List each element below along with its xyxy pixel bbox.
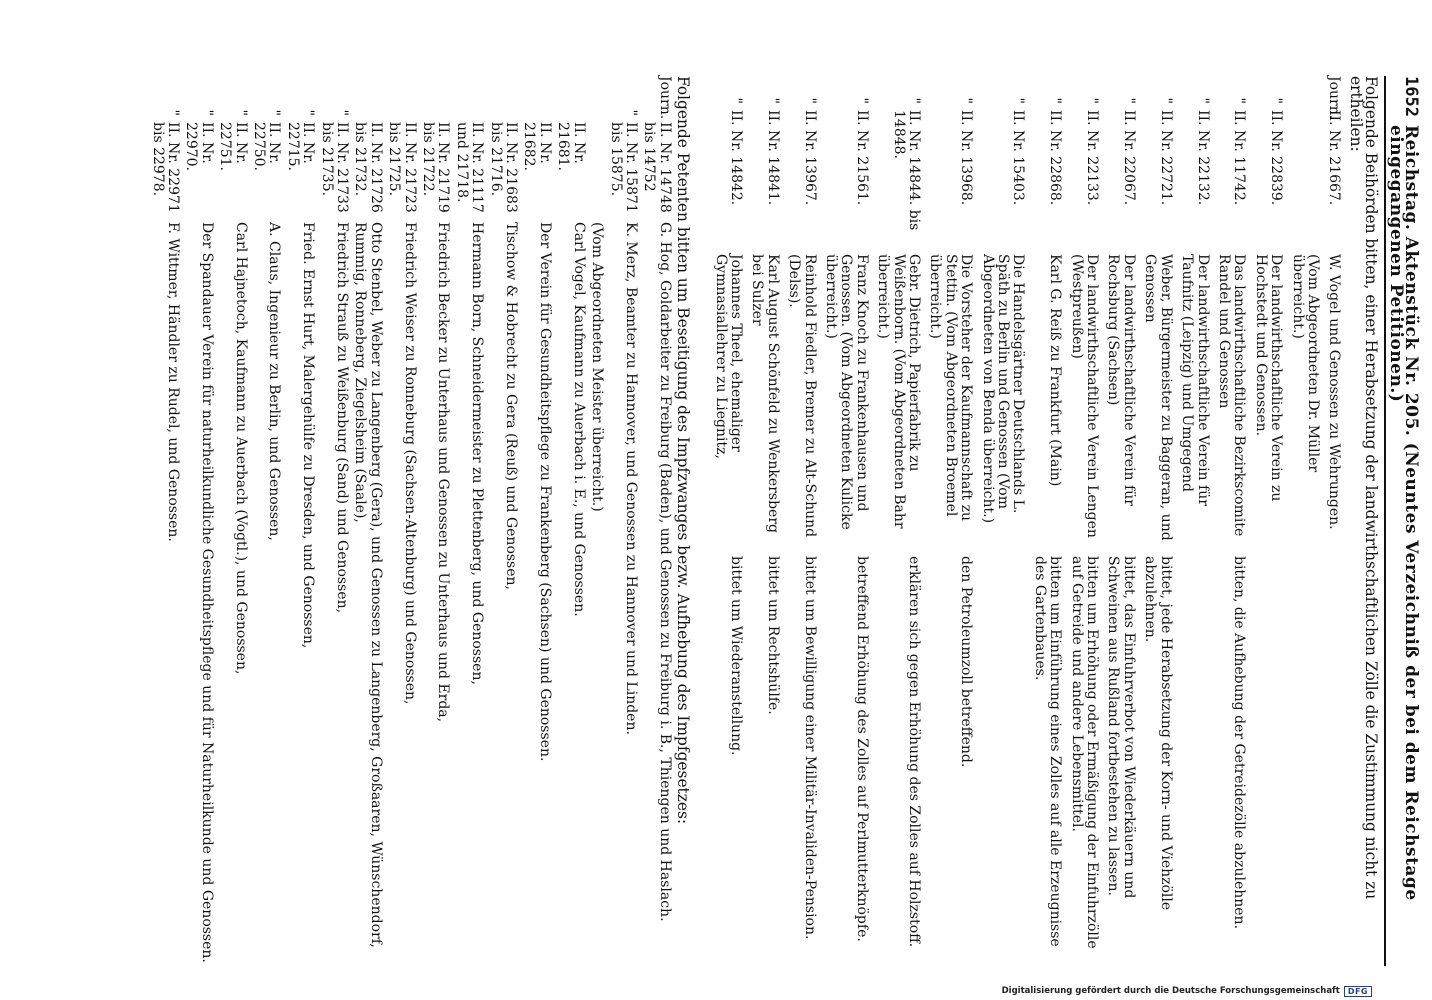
petition-journal-prefix: " bbox=[727, 97, 744, 104]
vaccination-petition-row bbox=[453, 76, 484, 966]
petition-request: erklären sich gegen Erhöhung des Zolles auf Holzstoff. bbox=[906, 556, 923, 948]
petition-journal-prefix: " bbox=[266, 109, 283, 116]
petition-number: II. Nr. 21719 bis 21722. bbox=[420, 122, 452, 213]
petition-journal-prefix bbox=[352, 76, 383, 116]
digitization-footer bbox=[0, 982, 1432, 1000]
petition-request bbox=[979, 556, 1025, 966]
petitioner-name: Der landwirthschaftliche Verein für Taufnitz (Leipzig) und Umgegend bbox=[1179, 254, 1211, 506]
petitioner-name: Das landwirthschaftliche Bezirkscomite Randel und Genossen bbox=[1215, 254, 1248, 537]
petition-number: II. Nr. 22839. bbox=[1268, 110, 1285, 206]
petition-request bbox=[1289, 556, 1320, 966]
petition-number: II. Nr. 22750. bbox=[251, 122, 283, 171]
petitioner-name: Karl G. Reiß zu Frankfurt (Main) bbox=[1047, 254, 1064, 487]
petition-number: II. Nr. 15871 bis 15875. bbox=[607, 122, 639, 213]
petition-journal-prefix bbox=[1289, 76, 1320, 104]
petitioner-name: Der landwirthschaftliche Verein für Rochsburg (Sachsen) bbox=[1105, 254, 1137, 506]
petition-number: II. Nr. 13967. bbox=[801, 110, 818, 206]
petition-request: bittet um Rechtshülfe. bbox=[764, 556, 781, 715]
dfg-logo-icon: DFG bbox=[1344, 986, 1372, 997]
petition-journal-prefix: " bbox=[300, 109, 317, 116]
petition-row bbox=[786, 76, 817, 966]
petition-text: A. Claus, Ingenieur zu Berlin, und Genossen, bbox=[266, 222, 283, 541]
petition-journal-prefix: " bbox=[1120, 97, 1137, 104]
petition-text: Carl Hajnetoch, Kaufmann zu Auerbach (Vogtl.), und Genossen, bbox=[232, 222, 249, 675]
page-header-title: Reichstag. Aktenstück Nr. 205. (Neuntes Verzeichniß der bei dem Reichstage eingegangenen Petitionen.) bbox=[1385, 124, 1421, 901]
petition-text: Otto Stenbel, Weber zu Langenberg (Gera), und Genossen zu Langenberg, Großaaren, Wünschendorf, Rummig, Ronneberg, Ziegelsheim (Saale), bbox=[352, 222, 384, 948]
petition-row bbox=[1289, 76, 1320, 966]
petition-number: II. Nr. 13968. bbox=[958, 110, 975, 206]
vaccination-petition-row bbox=[521, 76, 552, 966]
petition-number: II. Nr. 21117 und 21718. bbox=[453, 122, 486, 213]
petition-journal-prefix bbox=[386, 76, 417, 116]
petitioner-name: Reinhold Fiedler, Bremer zu Alt-Schund (Delss). bbox=[786, 254, 818, 538]
petitioner-name: Gebr. Dietrich, Papierfabrik zu Weißenborn. (Vom Abgeordneten Bahr überreicht.) bbox=[875, 254, 923, 529]
petition-journal-prefix bbox=[589, 76, 604, 116]
petition-request bbox=[1179, 556, 1210, 966]
petition-journal-prefix: " bbox=[1157, 97, 1174, 104]
petition-number: II. Nr. 22970. bbox=[183, 122, 215, 171]
petitioner-name: (Vom Abgeordneten Dr. Müller überreicht.) bbox=[1289, 254, 1321, 473]
petition-number bbox=[1289, 110, 1320, 248]
petition-request: bittet um Wiederanstellung. bbox=[727, 556, 744, 756]
petition-journal-prefix bbox=[420, 76, 451, 116]
petition-row bbox=[1216, 76, 1247, 966]
petition-journal-prefix bbox=[555, 76, 586, 116]
petition-journal-prefix: " bbox=[1268, 97, 1285, 104]
petition-journal-prefix: " bbox=[1010, 97, 1027, 104]
petition-journal-prefix: " bbox=[1194, 97, 1211, 104]
petition-number: II. Nr. 11742. bbox=[1231, 110, 1248, 206]
petition-text: F. Wittmer, Händler zu Rudel, und Genossen. bbox=[164, 222, 181, 542]
petition-row bbox=[1031, 76, 1062, 966]
petition-journal-prefix: " bbox=[801, 97, 818, 104]
petition-number: II. Nr. 14842. bbox=[727, 110, 744, 206]
petition-text: Hermann Born, Schneidermeister zu Plettenberg, und Genossen, bbox=[469, 222, 486, 685]
petitioner-name: Weber, Bürgermeister zu Baggeran, und Genossen bbox=[1142, 254, 1174, 541]
petition-text: Fried. Ernst Hurt, Malergehülfe zu Dresden, und Genossen, bbox=[300, 222, 317, 649]
petition-text: (Vom Abgeordneten Meister überreicht.) bbox=[589, 222, 606, 512]
vaccination-petition-row bbox=[217, 76, 248, 966]
petition-row bbox=[1179, 76, 1210, 966]
petitioner-name: Franz Knoch zu Frankenhausen und Genossen. (Vom Abgeordneten Kulicke überreicht.) bbox=[823, 254, 870, 530]
petition-journal-prefix bbox=[487, 76, 518, 116]
petition-journal-prefix bbox=[521, 76, 552, 116]
petition-number: II. Nr. 22133. bbox=[1084, 110, 1101, 206]
petition-text: Der Spandauer Verein für naturheilkundliche Gesundheitspflege und für Naturheilkunde und Genossen. bbox=[198, 222, 215, 963]
petition-journal-prefix: " bbox=[853, 97, 870, 104]
petition-journal-prefix: " bbox=[198, 109, 215, 116]
vaccination-petition-list bbox=[149, 76, 672, 966]
petition-text: K. Merz, Beamter zu Hannover, und Genossen zu Hannover und Linden. bbox=[622, 222, 639, 735]
petition-number: II. Nr. 22715. bbox=[284, 122, 317, 171]
vaccination-petition-row bbox=[641, 76, 672, 966]
petition-request: bitten, die Aufhebung der Getreidezölle abzulehnen. bbox=[1231, 556, 1248, 930]
vaccination-petition-row bbox=[420, 76, 451, 966]
vaccination-petition-row bbox=[284, 76, 315, 966]
vaccination-petition-row bbox=[251, 76, 282, 966]
vaccination-petition-row bbox=[386, 76, 417, 966]
petition-request: bittet, jede Herabsetzung der Korn- und Viehzölle abzulehnen. bbox=[1142, 556, 1174, 911]
petition-journal-prefix: " bbox=[906, 97, 923, 104]
petitioner-name: W. Vogel und Genossen zu Wehrungen. bbox=[1326, 254, 1343, 530]
petitioner-name: Die Handelsgärtner Deutschlands L. Späth zu Berlin und Genossen (Vom Abgeordneten von Benda überreicht.) bbox=[979, 254, 1027, 524]
vaccination-petition-row bbox=[589, 76, 604, 966]
petition-row bbox=[1068, 76, 1099, 966]
petition-journal-prefix: " bbox=[1231, 97, 1248, 104]
vaccination-petition-row bbox=[183, 76, 214, 966]
page-header bbox=[1384, 76, 1421, 966]
petitioner-name: Karl August Schönfeld zu Wenkersberg bei Sulzer bbox=[749, 254, 781, 533]
petition-text: Carl Vogel, Kaufmann zu Auerbach i. E., und Genossen. bbox=[570, 222, 587, 617]
petition-request: betreffend Erhöhung des Zolles auf Perlmutterknöpfe. bbox=[853, 556, 870, 942]
petition-number: II. Nr. 22751. bbox=[217, 122, 249, 171]
petition-number: II. Nr. 21726 bis 21732. bbox=[352, 122, 384, 213]
petition-journal-prefix: " bbox=[958, 97, 975, 104]
petition-number: II. Nr. 14841. bbox=[764, 110, 781, 206]
petitioner-name: Der landwirthschaftliche Verein Lengen (Westpreußen) bbox=[1068, 254, 1101, 538]
petition-number: II. Nr. 14844. bis 14848. bbox=[890, 110, 923, 231]
petition-request: bitten um Einführung eines Zolles auf alle Erzeugnisse des Gartenbaues. bbox=[1031, 556, 1064, 947]
petition-row bbox=[1326, 76, 1341, 966]
petition-journal-prefix: " bbox=[232, 109, 249, 116]
vaccination-petition-row bbox=[555, 76, 586, 966]
vaccination-petition-row bbox=[607, 76, 638, 966]
petition-text: G. Hog, Goldarbeiter zu Freiburg (Baden), und Genossen zu Freiburg i. B., Thiengen und Haslach. bbox=[656, 222, 673, 922]
petition-number: II. Nr. 22132. bbox=[1194, 110, 1211, 206]
petition-row bbox=[1142, 76, 1173, 966]
vaccination-petition-row bbox=[318, 76, 349, 966]
petition-journal-prefix: Journ. bbox=[656, 76, 673, 120]
petition-row bbox=[979, 76, 1025, 966]
petition-text: Tischow & Hobrecht zu Gera (Reuß) und Genossen, bbox=[503, 222, 520, 590]
petition-journal-prefix: " bbox=[334, 109, 351, 116]
petition-row bbox=[712, 76, 743, 966]
petition-row bbox=[1252, 76, 1283, 966]
petition-request bbox=[1326, 556, 1341, 966]
petition-number: II. Nr. 22067. bbox=[1120, 110, 1137, 206]
petition-number: II. Nr. 21561. bbox=[853, 110, 870, 206]
petition-text: Friedrich Strauß zu Weißenburg (Sand) und Genossen, bbox=[334, 222, 351, 614]
petition-row bbox=[875, 76, 921, 966]
petition-request bbox=[1252, 556, 1283, 966]
petition-request: den Petroleumzoll betreffend. bbox=[958, 556, 975, 768]
petition-row bbox=[1105, 76, 1136, 966]
vaccination-petition-row bbox=[487, 76, 518, 966]
petition-list bbox=[712, 76, 1341, 966]
vaccination-petition-row bbox=[352, 76, 383, 966]
vaccination-petition-row bbox=[149, 76, 180, 966]
petition-number: II. Nr. 22971 bis 22978. bbox=[149, 122, 181, 213]
petitioner-name: Die Vorsteher der Kaufmannschaft zu Stettin. (Vom Abgeordneten Broemel überreicht.) bbox=[927, 254, 975, 522]
petitioner-name: Johannes Theel, ehemaliger Gymnasiallehrer zu Liegnitz, bbox=[712, 254, 744, 459]
petition-journal-prefix: Journ. bbox=[1326, 76, 1343, 120]
petition-row bbox=[749, 76, 780, 966]
intro-paragraph: Folgende Beihörden bitten, einer Herabsetzung der landwirthschaftlichen Zölle die Zustimmung nicht zu ertheilen: bbox=[1346, 76, 1381, 900]
petition-number: II. Nr. 21682. bbox=[521, 122, 553, 171]
petition-row bbox=[927, 76, 973, 966]
petition-number: II. Nr. 22868. bbox=[1047, 110, 1064, 206]
petition-number: II. Nr. 21723 bis 21725. bbox=[386, 122, 418, 213]
petition-number: II. Nr. 21667. bbox=[1326, 110, 1343, 206]
petition-row bbox=[823, 76, 869, 966]
petition-number: II. Nr. 21683 bis 21716. bbox=[487, 122, 520, 213]
petition-number: II. Nr. 14748 bis 14752 bbox=[641, 122, 673, 213]
petition-number: II. Nr. 22721. bbox=[1157, 110, 1174, 206]
petition-journal-prefix: " bbox=[1047, 97, 1064, 104]
petition-journal-prefix: " bbox=[164, 109, 181, 116]
petition-number: II. Nr. 21681. bbox=[555, 122, 587, 171]
petition-request: bitten um Erhöhung oder Ermäßigung der Einfuhrzölle auf Getreide und andere Lebensmittel. bbox=[1068, 556, 1101, 949]
petitioner-name: Der landwirthschaftliche Verein zu Hochstedt und Genossen. bbox=[1252, 254, 1285, 502]
petition-request: bittet, das Einfuhrverbot von Wiederkäuern und Schweinen aus Rußland fortbestehen zu lassen. bbox=[1105, 556, 1137, 899]
petition-number bbox=[589, 122, 604, 216]
petition-journal-prefix: " bbox=[622, 109, 639, 116]
footer-text: Digitalisierung gefördert durch die Deutsche Forschungsgemeinschaft bbox=[1001, 986, 1340, 996]
petition-journal-prefix: " bbox=[1084, 97, 1101, 104]
petition-request: bittet um Bewilligung einer Militär-Invaliden-Pension. bbox=[801, 556, 818, 940]
vaccination-intro-paragraph: Folgende Petenten bitten um Beseitigung des Impfzwanges bezw. Aufhebung des Impfgesetzes: bbox=[674, 76, 693, 825]
page-number: 1652 bbox=[1401, 76, 1421, 117]
petition-number: II. Nr. 15403. bbox=[1010, 110, 1027, 206]
petition-text: Friedrich Weiser zu Ronneburg (Sachsen-Altenburg) und Genossen, bbox=[401, 222, 418, 705]
petition-text: Der Verein für Gesundheitspflege zu Frankenberg (Sachsen) und Genossen. bbox=[536, 222, 553, 762]
petition-number: II. Nr. 21733 bis 21735. bbox=[318, 122, 351, 213]
petition-journal-prefix bbox=[453, 76, 484, 116]
petition-journal-prefix: " bbox=[764, 97, 781, 104]
petition-text: Friedrich Becker zu Unterhaus und Genossen zu Unterhaus und Erda, bbox=[435, 222, 452, 723]
